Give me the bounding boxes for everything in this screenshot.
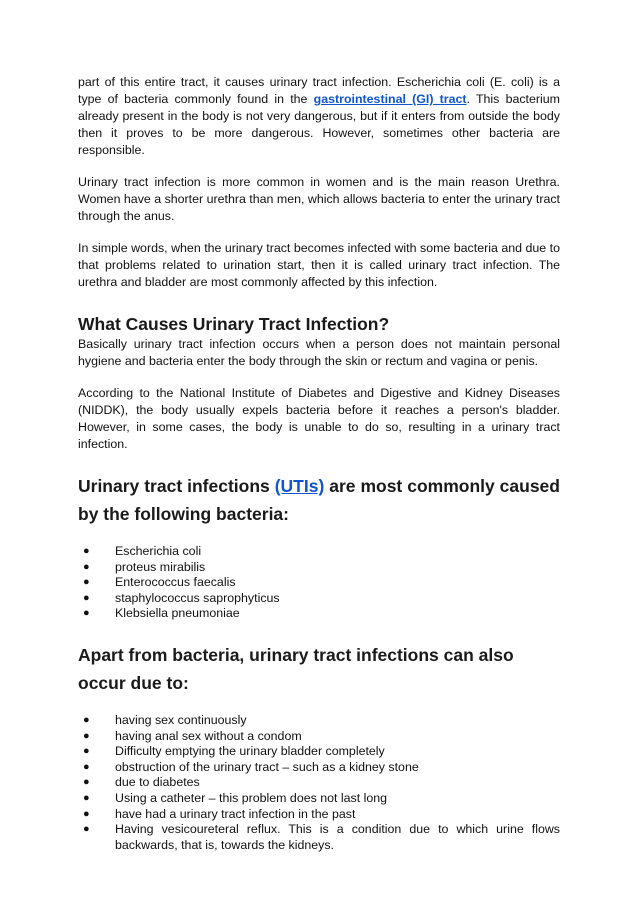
bullet-icon: ● (83, 576, 90, 589)
intro-paragraph-2: Urinary tract infection is more common in women and is the main reason Urethra. Women have a shorter urethra than men, which allows bacteria to enter the urinary tract through the anus. (78, 175, 560, 223)
list-item: ● obstruction of the urinary tract – such as a kidney stone (83, 759, 419, 774)
bullet-icon: ● (83, 607, 90, 620)
bullet-icon: ● (83, 791, 90, 804)
bullet-icon: ● (83, 560, 90, 573)
bullet-icon: ● (83, 807, 90, 820)
bullet-icon: ● (83, 776, 90, 789)
list-item: ● Klebsiella pneumoniae (83, 606, 240, 621)
list-item: ● Using a catheter – this problem does not last long (83, 790, 388, 805)
list-item: ● Enterococcus faecalis (83, 575, 236, 590)
intro-paragraph-1: part of this entire tract, it causes urinary tract infection. Escherichia coli (E. coli) is a type of bacteria commonly found in the gastrointestinal (GI) tract. This bacterium already present in the body is not very dangerous, but if it enters from outside the body then it proves to be more dangerous. However, sometimes other bacteria are responsible. (78, 75, 560, 157)
bullet-icon: ● (83, 745, 90, 758)
bullet-icon: ● (83, 713, 90, 726)
bullet-icon: ● (83, 760, 90, 773)
bullet-icon: ● (83, 729, 90, 742)
list-item: ● Having vesicoureteral reflux. This is a condition due to which urine flows backwards, that is, towards the kidneys. (83, 822, 560, 852)
bacteria-heading: Urinary tract infections (UTIs) are most commonly caused by the following bacteria: (78, 476, 560, 524)
causes-paragraph-1: Basically urinary tract infection occurs when a person does not maintain personal hygiene and bacteria enter the body through the skin or rectum and vagina or penis. (78, 337, 560, 368)
list-item: ● having anal sex without a condom (83, 728, 302, 743)
list-item: ● have had a urinary tract infection in the past (83, 806, 356, 821)
list-item: ● proteus mirabilis (83, 559, 206, 574)
list-item: ● Escherichia coli (83, 544, 202, 558)
bullet-icon: ● (83, 545, 90, 557)
intro-paragraph-3: In simple words, when the urinary tract becomes infected with some bacteria and due to that problems related to urination start, then it is called urinary tract infection. The urethra and bladder are most commonly affected by this infection. (78, 241, 560, 289)
document-page (78, 74, 560, 853)
list-item: ● Difficulty emptying the urinary bladder completely (83, 744, 385, 759)
bullet-icon: ● (83, 823, 90, 836)
other-causes-list (78, 713, 560, 853)
bullet-icon: ● (83, 591, 90, 604)
list-item: ● staphylococcus saprophyticus (83, 590, 280, 605)
list-item: ● having sex continuously (83, 712, 247, 727)
other-causes-heading: Apart from bacteria, urinary tract infections can also occur due to: (78, 644, 514, 693)
causes-heading: What Causes Urinary Tract Infection? (78, 314, 390, 334)
bacteria-list (78, 544, 560, 622)
utis-link[interactable]: (UTIs) (274, 476, 325, 496)
causes-paragraph-2: According to the National Institute of Diabetes and Digestive and Kidney Diseases (NIDDK), the body usually expels bacteria before it reaches a person's bladder. However, in some cases, the body is unable to do so, resulting in a urinary tract infection. (78, 386, 560, 451)
list-item: ● due to diabetes (83, 775, 200, 790)
gi-tract-link[interactable]: gastrointestinal (GI) tract (313, 92, 467, 106)
